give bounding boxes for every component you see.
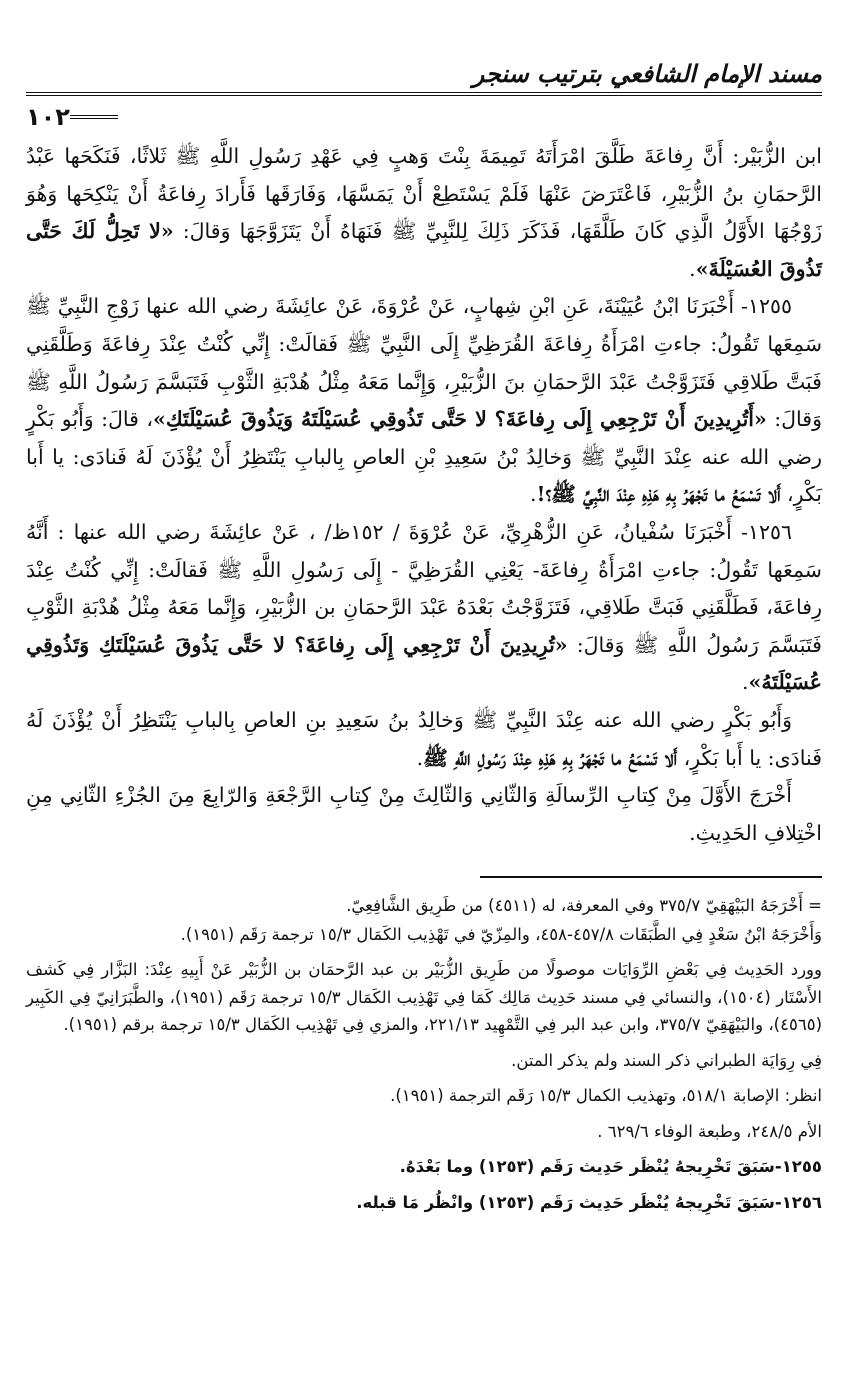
- hadith-1255-text: ١٢٥٥- أَخْبَرَنَا ابْنُ عُيَيْنَةَ، عَنِ ابْنِ شِهابٍ، عَنْ عُرْوَةَ، عَنْ عائِشَةَ رضي الله عنها زَوْجِ النَّبِيِّ ﷺ سَمِعَها تَقُولُ: جاءتِ امْرَأَةُ رِفاعَةَ القُرَظِيِّ إِلَى النَّبِيِّ ﷺ فَقالَتْ: إِنِّي كُنْتُ عِنْدَ رِفاعَةَ وَطَلَّقَنِي فَبَتَّ طَلاقِي فَتَزَوَّجْتُ عَبْدَ الرَّحمَانِ بنَ الزُّبَيْرِ، وَإِنَّما مَعَهُ مِثْلُ هُدْبَةِ الثَّوْبِ فَتَبَسَّمَ رَسُولُ اللَّهِ ﷺ وَقالَ:: [26, 294, 822, 432]
- footnote-line: الأم ٢٤٨/٥، وطبعة الوفاء ٦٢٩/٦ .: [597, 1121, 822, 1141]
- footnote-line: ١٢٥٦-سَبَقَ تَخْرِيجهُ يُنْظَر حَدِيث رَقَم (١٢٥٣) وانْظُر مَا قبله.: [356, 1192, 822, 1212]
- paragraph-1-text: ابن الزُّبَيْر: أَنَّ رِفاعَةَ طَلَّقَ امْرَأَتَهُ تَمِيمَةَ بِنْتَ وَهبٍ فِي عَهْدِ رَسُولِ اللَّهِ ﷺ ثَلاثًا، فَنَكَحَها عَبْدُ الرَّحمَانِ بنُ الزُّبَيْرِ، فَاعْتَرَضَ عَنْهَا فَلَمْ يَسْتَطِعْ أَنْ يَمَسَّهَا، وَفَارَقَها فَأَرادَ رِفاعَةُ أَنْ يَنْكِحَها وَهُوَ زَوْجُهَا الأَوَّلُ الَّذِي كَانَ طَلَّقَهَا، فَذَكَرَ ذَلِكَ لِلنَّبِيِّ ﷺ فَنَهَاهُ أَنْ يَتَزَوَّجَهَا وَقالَ:: [26, 144, 822, 244]
- hadith-1255-end: .: [529, 482, 537, 507]
- hadith-1256-end: .: [741, 670, 749, 695]
- footnote-line: ١٢٥٥-سَبَقَ تَخْرِيجهُ يُنْظَر حَدِيث رَقَم (١٢٥٣) وما بَعْدَهُ.: [399, 1157, 822, 1177]
- hadith-quote-3: أَلا تَسْمَعُ ما تَجْهَرُ بِهِ هَذِهِ عِنْدَ النَّبِيِّ ﷺ؟!: [536, 482, 781, 507]
- main-text: [26, 138, 822, 852]
- footnotes: [26, 892, 822, 1216]
- page-number-block: [26, 103, 126, 131]
- page-number-row: [26, 102, 822, 132]
- page-number-rule: [70, 115, 118, 119]
- paragraph-1-end: .: [689, 256, 696, 281]
- footnote-line: فِي رِوَايَة الطبراني ذكر السند ولم يذكر المتن.: [511, 1050, 822, 1070]
- paragraph-abu-bakr-end: .: [416, 745, 424, 770]
- hadith-quote-1: «لا تَحِلُّ لَكَ حَتَّى تَذُوقَ العُسَيْلَةَ»: [26, 219, 822, 281]
- footnote-line: وَأَخْرَجَهُ ابْنُ سَعْدٍ فِي الطَّبَقَات ٤٥٧/٨-٤٥٨، والمِزّيّ في تَهْذِيب الكَمَال ١٥/٣ ترجمة رَقَم (١٩٥١).: [180, 924, 822, 944]
- footnote-line: وورد الحَدِيث فِي بَعْضِ الرِّوَايَات موصولًا من طَرِيق الزُّبَيْر بن عبد الرَّحمَان بن الزُّبَيْر عَنْ أَبِيهِ عِنْدَ: البَزَّار فِي كَشف الأَسْتَار (١٥٠٤)، والنسائي فِي مسند حَدِيث مَالِك كَمَا فِي تَهْذِيب الكَمَال ١٥/٣ ترجمة رَقَم (١٩٥١)، والطَّبَرَانِيّ فِي الكَبِير (٤٥٦٥)، والبَيْهَقِيّ ٣٧٥/٧، وابن عبد البر فِي التَّمْهِيد ٢٢١/١٣، والمزي فِي تَهْذِيب الكَمَال ١٥/٣ ترجمة برقم (١٩٥١).: [26, 960, 822, 1035]
- hadith-1255-continuation: ، قالَ: وَأَبُو بَكْرٍ رضي الله عنه عِنْدَ النَّبِيِّ ﷺ وَخالِدُ بْنُ سَعِيدِ بْنِ العاصِ بِالبابِ يَنْتَظِرُ أَنْ يُؤْذَنَ لَهُ فَنادَى: يا أَبا بَكْرٍ،: [26, 407, 822, 507]
- paragraph-abu-bakr: [26, 702, 822, 777]
- book-title: مسند الإمام الشافعي بترتيب سنجر: [472, 60, 822, 88]
- hadith-quote-5: أَلا تَسْمَعُ ما تَجْهَرُ بِهِ هَذِهِ عِنْدَ رَسُولِ اللَّهِ ﷺ: [423, 745, 678, 770]
- page-number: ١٠٢: [26, 103, 70, 131]
- paragraph-abu-bakr-text: وَأَبُو بَكْرٍ رضي الله عنه عِنْدَ النَّبِيِّ ﷺ وَخالِدُ بنُ سَعِيدِ بنِ العاصِ بِالبابِ يَنْتَظِرُ أَنْ يُؤْذَنَ لَهُ فَنادَى: يا أَبا بَكْرٍ،: [26, 707, 822, 770]
- footnote-line: = أَخْرَجَهُ البَيْهَقِيّ ٣٧٥/٧ وفي المعرفة، له (٤٥١١) من طَرِيق الشَّافِعِيّ.: [346, 896, 822, 916]
- footnote-separator: [480, 876, 822, 878]
- paragraph-1: [26, 138, 822, 288]
- paragraph-sources: أَخْرَجَ الأَوَّلَ مِنْ كِتابِ الرِّسالَةِ وَالثّانِي وَالثّالِثَ مِنْ كِتابِ الرَّجْعَةِ وَالرّابِعَ مِنَ الجُزْءِ الثّانِي مِنِ اخْتِلافِ الحَدِيثِ.: [26, 783, 822, 845]
- running-header: [26, 52, 822, 96]
- hadith-quote-2: «أَتُرِيدِينَ أَنْ تَرْجِعِي إِلَى رِفاعَةَ؟ لا حَتَّى تَذُوقِي عُسَيْلَتَهُ وَيَذُوقَ عُسَيْلَتَكِ»: [153, 407, 767, 432]
- hadith-1256: [26, 514, 822, 702]
- footnote-line: انظر: الإصابة ٥١٨/١، وتهذيب الكمال ١٥/٣ رَقَم الترجمة (١٩٥١).: [390, 1086, 822, 1106]
- hadith-1256-text: ١٢٥٦- أَخْبَرَنَا سُفْيانُ، عَنِ الزُّهْرِيِّ، عَنْ عُرْوَةَ / ١٥٢ظ/ ، عَنْ عائِشَةَ رضي الله عنها : أَنَّهُ سَمِعَها تَقُولُ: جاءتِ امْرَأَةُ رِفاعَةَ- يَعْنِي القُرَظِيَّ - إِلَى رَسُولِ اللَّهِ ﷺ فَقالَتْ: إِنِّي كُنْتُ عِنْدَ رِفاعَةَ، فَطَلَّقَنِي فَبَتَّ طَلاقِي، فَتَزَوَّجْتُ بَعْدَهُ عَبْدَ الرَّحمَانِ بن الزُّبَيْرِ، وَإِنَّما مَعَهُ مِثْلُ هُدْبَةِ الثَّوْبِ فَتَبَسَّمَ رَسُولُ اللَّهِ ﷺ وَقالَ:: [26, 519, 822, 657]
- hadith-1255: [26, 288, 822, 514]
- hadith-quote-4: «تُرِيدِينَ أَنْ تَرْجِعِي إِلَى رِفاعَةَ؟ لا حَتَّى يَذُوقَ عُسَيْلَتَكِ وَتَذُوقِي عُسَيْلَتَهُ»: [26, 632, 822, 695]
